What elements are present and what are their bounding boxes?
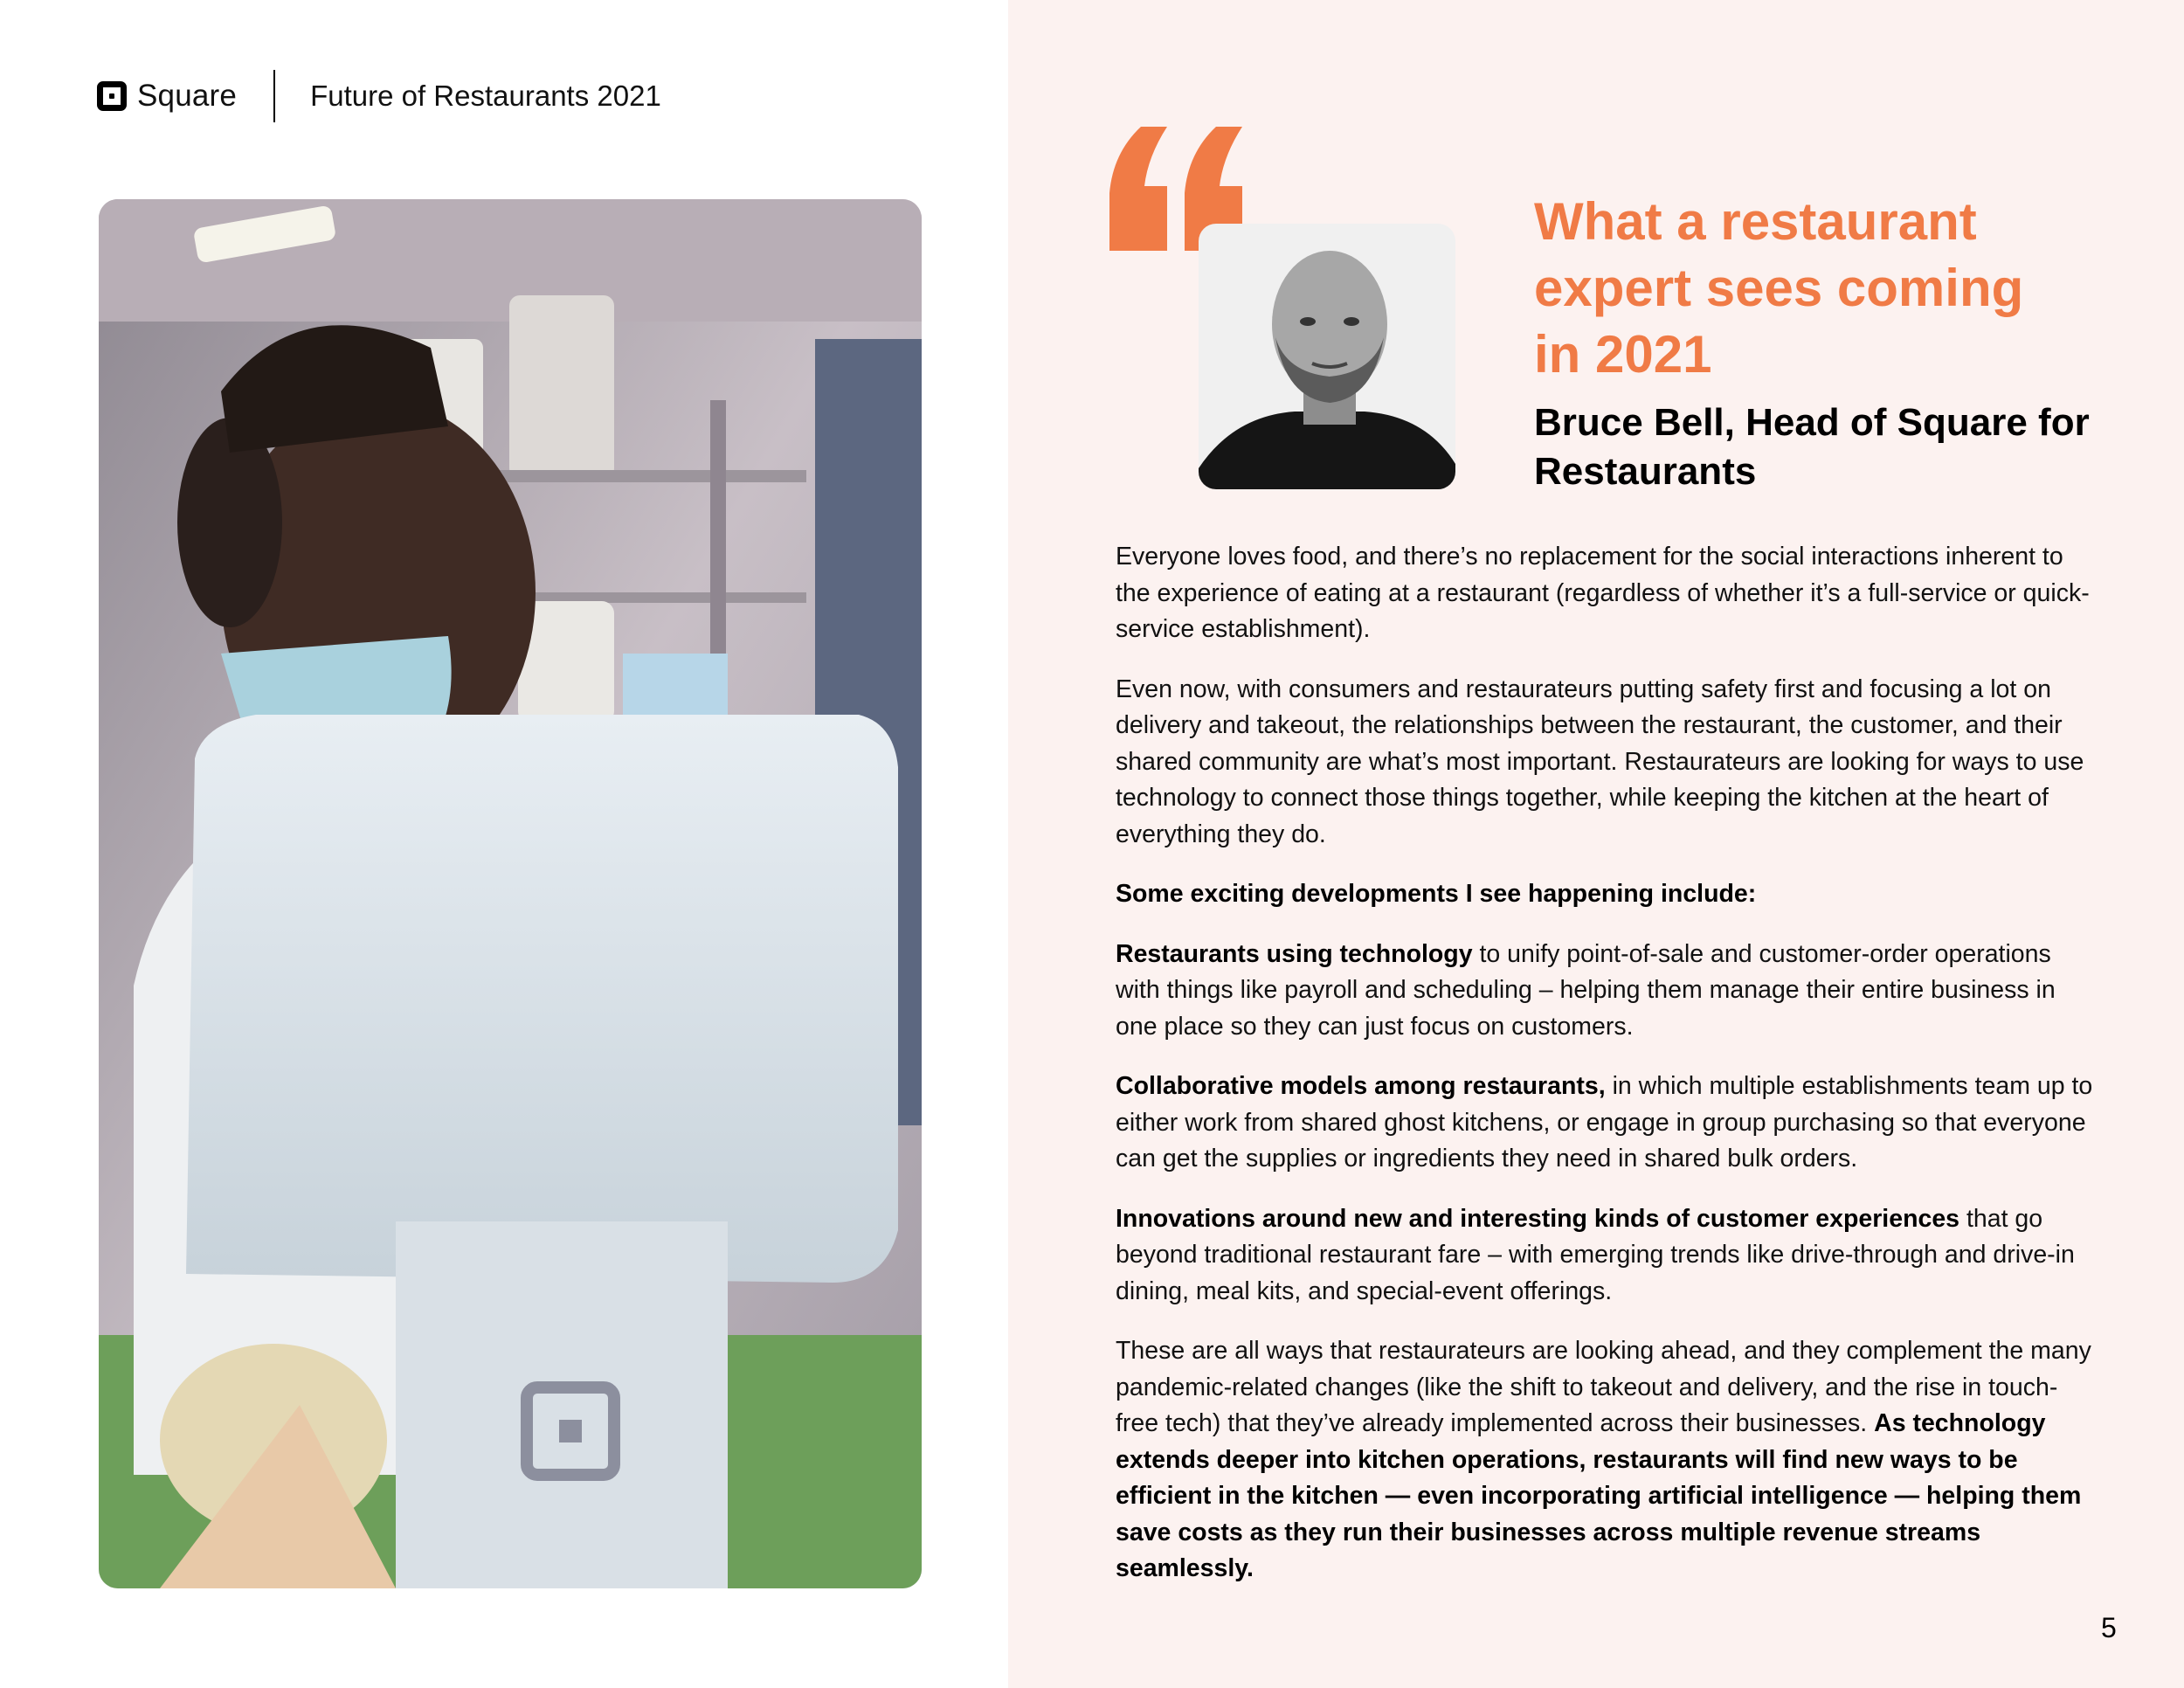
document-title: Future of Restaurants 2021 [310,80,661,112]
paragraph-conclusion [1116,1333,2094,1588]
innovations-bold: Innovations around new and interesting kinds of customer experiences [1116,1204,1960,1233]
collaborative-text: in which multiple establishments team up to either work from shared ghost kitchens, or engage in group purchasing so that everyone can get the supplies or ingredients they need in shared bulk orders. [1116,1072,2093,1173]
paragraph-innovations [1116,1201,2094,1311]
paragraph-intro: Everyone loves food, and there’s no replacement for the social interactions inherent to the experience of eating at a restaurant (regardless of whether it’s a full-service or quick-service establishment). [1116,543,2090,643]
left-page [0,0,1008,1688]
logo-text: Square [137,79,238,113]
lead-in-bold: Some exciting developments I see happening include: [1116,880,1757,908]
author-portrait [1199,224,1455,489]
conclusion-bold: As technology extends deeper into kitchen operations, restaurants will find new ways to be efficient in the kitchen — even incorporating artificial intelligence — helping them save costs as they run their businesses across multiple revenue streams seamlessly. [1116,1409,2082,1582]
page-number: 5 [2101,1612,2117,1643]
author-byline: Bruce Bell, Head of Square for Restaurants [1534,401,2090,493]
technology-text: to unify point-of-sale and customer-order operations with things like payroll and scheduling – helping them manage their entire business in one place so they can just focus on customers. [1116,939,2056,1041]
collaborative-bold: Collaborative models among restaurants, [1116,1072,1606,1100]
innovations-text: that go beyond traditional restaurant fare – with emerging trends like drive-through and drive-in dining, meal kits, and special-event offerings. [1116,1204,2075,1305]
technology-bold: Restaurants using technology [1116,939,1473,968]
header [97,72,661,121]
header-divider [273,70,275,122]
headline: What a restaurant expert sees coming in 2021 [1534,192,2024,384]
paragraph-lead-in [1116,876,2094,913]
square-logo-icon [97,81,127,111]
employee-photo [99,199,922,1588]
conclusion-text: These are all ways that restaurateurs are looking ahead, and they complement the many pandemic-related changes (like the shift to takeout and delivery, and the rise in touch-free tech) that they’ve already implemented across their businesses. [1116,1337,2091,1437]
paragraph-context: Even now, with consumers and restaurateurs putting safety first and focusing a lot on delivery and takeout, the relationships between the restaurant, the customer, and their shared community are what’s most important. Restaurateurs are looking for ways to use technology to connect those things together, while keeping the kitchen at the heart of everything they do. [1116,675,2084,848]
paragraph-technology [1116,937,2094,1046]
article-body [1116,539,2094,1611]
paragraph-collaborative [1116,1069,2094,1178]
